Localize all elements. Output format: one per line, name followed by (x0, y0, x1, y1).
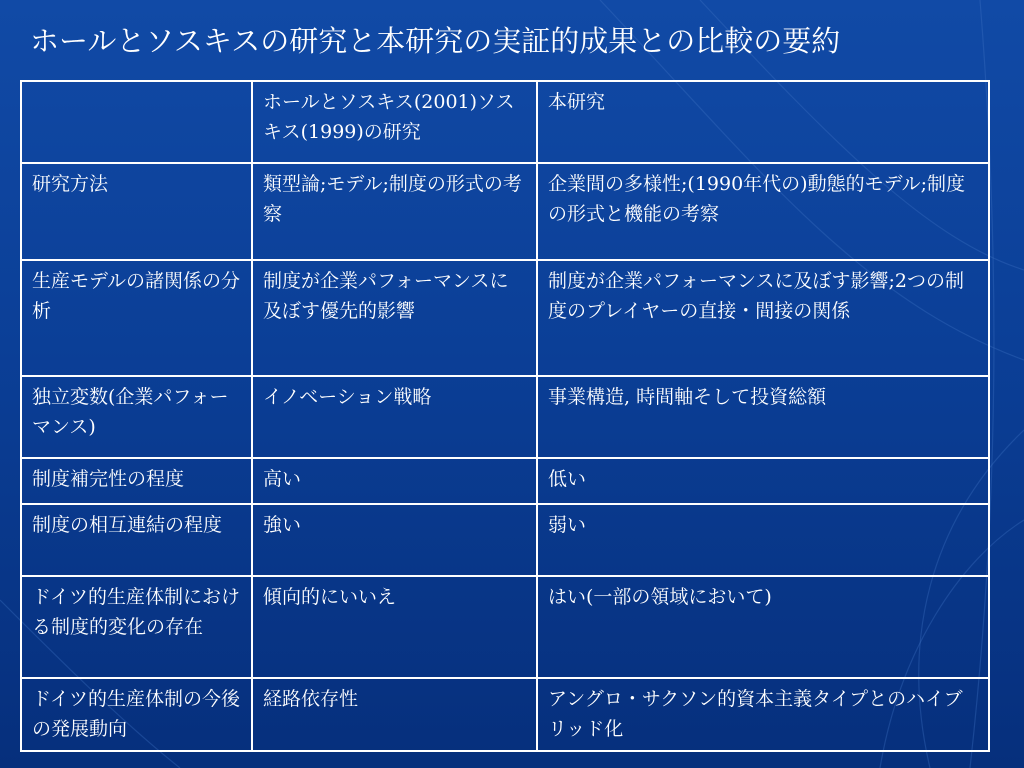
header-cell-empty (21, 81, 252, 163)
this-study-cell: 低い (537, 458, 989, 504)
table-header-row (21, 81, 989, 163)
row-label-cell: 制度の相互連結の程度 (21, 504, 252, 576)
table-row (21, 260, 989, 376)
row-label-cell: 生産モデルの諸関係の分析 (21, 260, 252, 376)
previous-study-cell: 類型論;モデル;制度の形式の考察 (252, 163, 537, 260)
this-study-cell: 弱い (537, 504, 989, 576)
header-cell-this-study: 本研究 (537, 81, 989, 163)
previous-study-cell: 制度が企業パフォーマンスに及ぼす優先的影響 (252, 260, 537, 376)
table-row (21, 504, 989, 576)
this-study-cell: 制度が企業パフォーマンスに及ぼす影響;2つの制度のプレイヤーの直接・間接の関係 (537, 260, 989, 376)
previous-study-cell: 強い (252, 504, 537, 576)
row-label-cell: 制度補完性の程度 (21, 458, 252, 504)
previous-study-cell: 経路依存性 (252, 678, 537, 751)
comparison-table (20, 80, 990, 752)
table-row (21, 576, 989, 678)
previous-study-cell: イノベーション戦略 (252, 376, 537, 458)
this-study-cell: 事業構造, 時間軸そして投資総額 (537, 376, 989, 458)
row-label-cell: 独立変数(企業パフォーマンス) (21, 376, 252, 458)
row-label-cell: 研究方法 (21, 163, 252, 260)
table-row (21, 376, 989, 458)
row-label-cell: ドイツ的生産体制の今後の発展動向 (21, 678, 252, 751)
this-study-cell: 企業間の多様性;(1990年代の)動態的モデル;制度の形式と機能の考察 (537, 163, 989, 260)
this-study-cell: アングロ・サクソン的資本主義タイプとのハイブリッド化 (537, 678, 989, 751)
previous-study-cell: 高い (252, 458, 537, 504)
table-row (21, 458, 989, 504)
table-row (21, 163, 989, 260)
table-row (21, 678, 989, 751)
slide-title: ホールとソスキスの研究と本研究の実証的成果との比較の要約 (30, 24, 841, 58)
row-label-cell: ドイツ的生産体制における制度的変化の存在 (21, 576, 252, 678)
previous-study-cell: 傾向的にいいえ (252, 576, 537, 678)
this-study-cell: はい(一部の領域において) (537, 576, 989, 678)
header-cell-previous-study: ホールとソスキス(2001)ソスキス(1999)の研究 (252, 81, 537, 163)
